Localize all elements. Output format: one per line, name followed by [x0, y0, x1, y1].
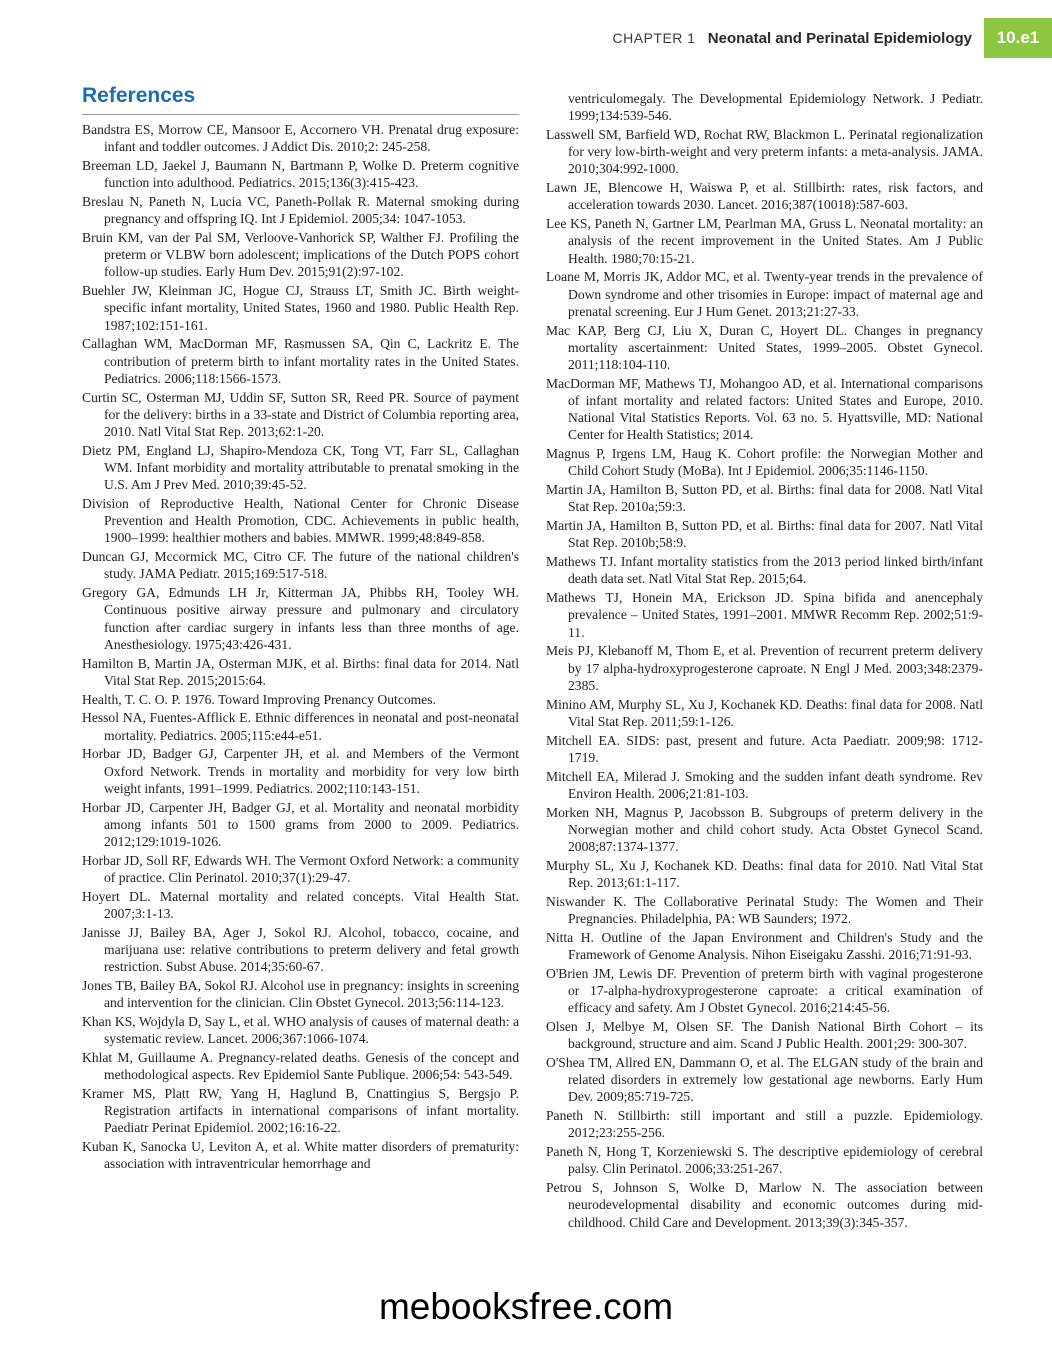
reference-list-right	[546, 126, 983, 1231]
reference-entry: Morken NH, Magnus P, Jacobsson B. Subgroups of preterm delivery in the Norwegian mother and child cohort study. Acta Obstet Gynecol Scand. 2008;87:1374-1377.	[546, 804, 983, 855]
reference-entry: Curtin SC, Osterman MJ, Uddin SF, Sutton SR, Reed PR. Source of payment for the delivery: births in a 33-state and District of Columbia reporting area, 2010. Natl Vital Stat Rep. 2013;62:1-20.	[82, 389, 519, 440]
running-header	[613, 18, 1052, 58]
reference-entry: Callaghan WM, MacDorman MF, Rasmussen SA, Qin C, Lackritz E. The contribution of preterm birth to infant mortality rates in the United States. Pediatrics. 2006;118:1566-1573.	[82, 336, 519, 386]
reference-entry: Mathews TJ. Infant mortality statistics from the 2013 period linked birth/infant death data set. Natl Vital Stat Rep. 2015;64.	[546, 554, 983, 587]
reference-entry: Health, T. C. O. P. 1976. Toward Improving Prenancy Outcomes.	[82, 691, 436, 707]
reference-entry: MacDorman MF, Mathews TJ, Mohangoo AD, et al. International comparisons of infant mortality and related factors: United States and Europe, 2010. National Vital Statistics Reports. Vol. 63 no. 5. Hyattsville, MD: National Center for Health Statistics; 2014.	[546, 375, 983, 443]
reference-entry: Paneth N, Hong T, Korzeniewski S. The descriptive epidemiology of cerebral palsy. Clin Perinatol. 2006;33:251-267.	[546, 1144, 983, 1177]
reference-entry: Kramer MS, Platt RW, Yang H, Haglund B, Cnattingius S, Bergsjo P. Registration artifacts in international comparisons of infant mortality. Paediatr Perinat Epidemiol. 2002;16:16-22.	[82, 1086, 519, 1136]
reference-entry: Buehler JW, Kleinman JC, Hogue CJ, Strauss LT, Smith JC. Birth weight-specific infant mortality, United States, 1960 and 1980. Public Health Rep. 1987;102:151-161.	[82, 283, 519, 333]
chapter-label: CHAPTER 1	[612, 29, 696, 46]
reference-entry: Jones TB, Bailey BA, Sokol RJ. Alcohol use in pregnancy: insights in screening and intervention for the clinician. Clin Obstet Gynecol. 2013;56:114-123.	[82, 978, 519, 1011]
reference-entry: Gregory GA, Edmunds LH Jr, Kitterman JA, Phibbs RH, Tooley WH. Continuous positive airway pressure and pulmonary and circulatory function after cardiac surgery in infants less than three months of age. Anesthesiology. 1975;43:426-431.	[82, 585, 519, 652]
reference-entry: Lawn JE, Blencowe H, Waiswa P, et al. Stillbirth: rates, risk factors, and acceleration towards 2030. Lancet. 2016;387(10018):587-603.	[546, 180, 983, 213]
reference-entry: Duncan GJ, Mccormick MC, Citro CF. The future of the national children's study. JAMA Pediatr. 2015;169:517-518.	[82, 549, 519, 582]
reference-entry: Breslau N, Paneth N, Lucia VC, Paneth-Pollak R. Maternal smoking during pregnancy and offspring IQ. Int J Epidemiol. 2005;34: 1047-1053.	[82, 194, 519, 227]
references-heading: References	[82, 84, 519, 115]
reference-entry: Mitchell EA, Milerad J. Smoking and the sudden infant death syndrome. Rev Environ Health. 2006;21:81-103.	[546, 768, 983, 801]
reference-entry: Mathews TJ, Honein MA, Erickson JD. Spina bifida and anencephaly prevalence – United States, 1991–2001. MMWR Recomm Rep. 2002;51:9-11.	[546, 590, 983, 640]
references-column-left	[82, 84, 519, 1174]
reference-entry: Mitchell EA. SIDS: past, present and future. Acta Paediatr. 2009;98: 1712-1719.	[546, 732, 983, 765]
reference-entry: Lasswell SM, Barfield WD, Rochat RW, Blackmon L. Perinatal regionalization for very low-birth-weight and very preterm infants: a meta-analysis. JAMA. 2010;304:992-1000.	[546, 127, 983, 177]
reference-entry: Olsen J, Melbye M, Olsen SF. The Danish National Birth Cohort – its background, structure and aim. Scand J Public Health. 2001;29: 300-307.	[546, 1019, 983, 1052]
chapter-title: Neonatal and Perinatal Epidemiology	[707, 29, 972, 47]
reference-entry: Kuban K, Sanocka U, Leviton A, et al. White matter disorders of prematurity: association with intraventricular hemorrhage and	[82, 1139, 519, 1172]
watermark: mebooksfree.com	[378, 1286, 674, 1327]
reference-entry: Minino AM, Murphy SL, Xu J, Kochanek KD. Deaths: final data for 2008. Natl Vital Stat Rep. 2011;59:1-126.	[546, 696, 983, 729]
reference-entry: Hessol NA, Fuentes-Afflick E. Ethnic differences in neonatal and post-neonatal mortality. Pediatrics. 2005;115:e44-e51.	[82, 710, 519, 743]
reference-entry: Meis PJ, Klebanoff M, Thom E, et al. Prevention of recurrent preterm delivery by 17 alpha-hydroxyprogesterone caproate. N Engl J Med. 2003;348:2379-2385.	[546, 643, 983, 693]
reference-entry: Mac KAP, Berg CJ, Liu X, Duran C, Hoyert DL. Changes in pregnancy mortality ascertainment: United States, 1999–2005. Obstet Gynecol. 2011;118:104-110.	[546, 322, 983, 373]
reference-continuation: ventriculomegaly. The Developmental Epidemiology Network. J Pediatr. 1999;134:539-546.	[568, 91, 983, 124]
reference-entry: Horbar JD, Soll RF, Edwards WH. The Vermont Oxford Network: a community of practice. Clin Perinatol. 2010;37(1):29-47.	[82, 852, 519, 886]
reference-entry: Khan KS, Wojdyla D, Say L, et al. WHO analysis of causes of maternal death: a systematic review. Lancet. 2006;367:1066-1074.	[82, 1014, 519, 1047]
reference-entry: O'Brien JM, Lewis DF. Prevention of preterm birth with vaginal progesterone or 17-alpha-hydroxyprogesterone caproate: a critical examination of efficacy and safety. Am J Obstet Gynecol. 2016;214:45-56.	[546, 965, 983, 1016]
reference-entry: Murphy SL, Xu J, Kochanek KD. Deaths: final data for 2010. Natl Vital Stat Rep. 2013;61:1-117.	[546, 857, 983, 891]
reference-entry: Nitta H. Outline of the Japan Environment and Children's Study and the Framework of Genome Analysis. Nihon Eiseigaku Zasshi. 2016;71:91-93.	[546, 929, 983, 963]
reference-entry: Petrou S, Johnson S, Wolke D, Marlow N. The association between neurodevelopmental disability and economic outcomes during mid-childhood. Child Care and Development. 2013;39(3):345-357.	[546, 1180, 983, 1230]
reference-entry: Martin JA, Hamilton B, Sutton PD, et al. Births: final data for 2008. Natl Vital Stat Rep. 2010a;59:3.	[546, 482, 983, 515]
reference-entry: Niswander K. The Collaborative Perinatal Study: The Women and Their Pregnancies. Philadelphia, PA: WB Saunders; 1972.	[546, 893, 983, 927]
reference-entry: Magnus P, Irgens LM, Haug K. Cohort profile: the Norwegian Mother and Child Cohort Study (MoBa). Int J Epidemiol. 2006;35:1146-1150.	[546, 446, 983, 479]
reference-entry: Breeman LD, Jaekel J, Baumann N, Bartmann P, Wolke D. Preterm cognitive function into adulthood. Pediatrics. 2015;136(3):415-423.	[82, 158, 519, 191]
chapter-heading	[613, 30, 972, 47]
reference-entry: Dietz PM, England LJ, Shapiro-Mendoza CK, Tong VT, Farr SL, Callaghan WM. Infant morbidity and mortality attributable to prenatal smoking in the U.S. Am J Prev Med. 2010;39:45-52.	[82, 442, 519, 493]
reference-list-left	[82, 121, 519, 1173]
reference-entry: Paneth N. Stillbirth: still important and still a puzzle. Epidemiology. 2012;23:255-256.	[546, 1108, 983, 1141]
reference-entry: Horbar JD, Badger GJ, Carpenter JH, et al. and Members of the Vermont Oxford Network. Trends in mortality and morbidity for very low birth weight infants, 1991–1999. Pediatrics. 2002;110:143-151.	[82, 746, 519, 796]
reference-entry: Loane M, Morris JK, Addor MC, et al. Twenty-year trends in the prevalence of Down syndrome and other trisomies in Europe: impact of maternal age and prenatal screening. Eur J Hum Genet. 2013;21:27-33.	[546, 269, 983, 319]
reference-entry: Lee KS, Paneth N, Gartner LM, Pearlman MA, Gruss L. Neonatal mortality: an analysis of the recent improvement in the United States. Am J Public Health. 1980;70:15-21.	[546, 216, 983, 266]
reference-entry: Martin JA, Hamilton B, Sutton PD, et al. Births: final data for 2007. Natl Vital Stat Rep. 2010b;58:9.	[546, 518, 983, 551]
references-column-right	[546, 90, 983, 1232]
reference-entry: Division of Reproductive Health, National Center for Chronic Disease Prevention and Health Promotion, CDC. Achievements in public health, 1900–1999: healthier mothers and babies. MMWR. 1999;48:849-858.	[82, 496, 519, 546]
reference-entry: Bruin KM, van der Pal SM, Verloove-Vanhorick SP, Walther FJ. Profiling the preterm or VLBW born adolescent; implications of the Dutch POPS cohort follow-up studies. Early Hum Dev. 2015;91(2):97-102.	[82, 230, 519, 280]
reference-entry: Janisse JJ, Bailey BA, Ager J, Sokol RJ. Alcohol, tobacco, cocaine, and marijuana use: relative contributions to preterm delivery and fetal growth restriction. Subst Abuse. 2014;35:60-67.	[82, 924, 519, 975]
reference-entry: Hamilton B, Martin JA, Osterman MJK, et al. Births: final data for 2014. Natl Vital Stat Rep. 2015;2015:64.	[82, 655, 519, 688]
reference-entry: Bandstra ES, Morrow CE, Mansoor E, Accornero VH. Prenatal drug exposure: infant and toddler outcomes. J Addict Dis. 2010;2: 245-258.	[82, 122, 519, 155]
reference-entry: Hoyert DL. Maternal mortality and related concepts. Vital Health Stat. 2007;3:1-13.	[82, 888, 519, 922]
reference-entry: Khlat M, Guillaume A. Pregnancy-related deaths. Genesis of the concept and methodological aspects. Rev Epidemiol Sante Publique. 2006;54: 543-549.	[82, 1050, 519, 1083]
reference-entry: O'Shea TM, Allred EN, Dammann O, et al. The ELGAN study of the brain and related disorders in extremely low gestational age newborns. Early Hum Dev. 2009;85:719-725.	[546, 1055, 983, 1105]
reference-entry: Horbar JD, Carpenter JH, Badger GJ, et al. Mortality and neonatal morbidity among infants 501 to 1500 grams from 2000 to 2009. Pediatrics. 2012;129:1019-1026.	[82, 799, 519, 850]
page-number-tab: 10.e1	[984, 18, 1052, 58]
